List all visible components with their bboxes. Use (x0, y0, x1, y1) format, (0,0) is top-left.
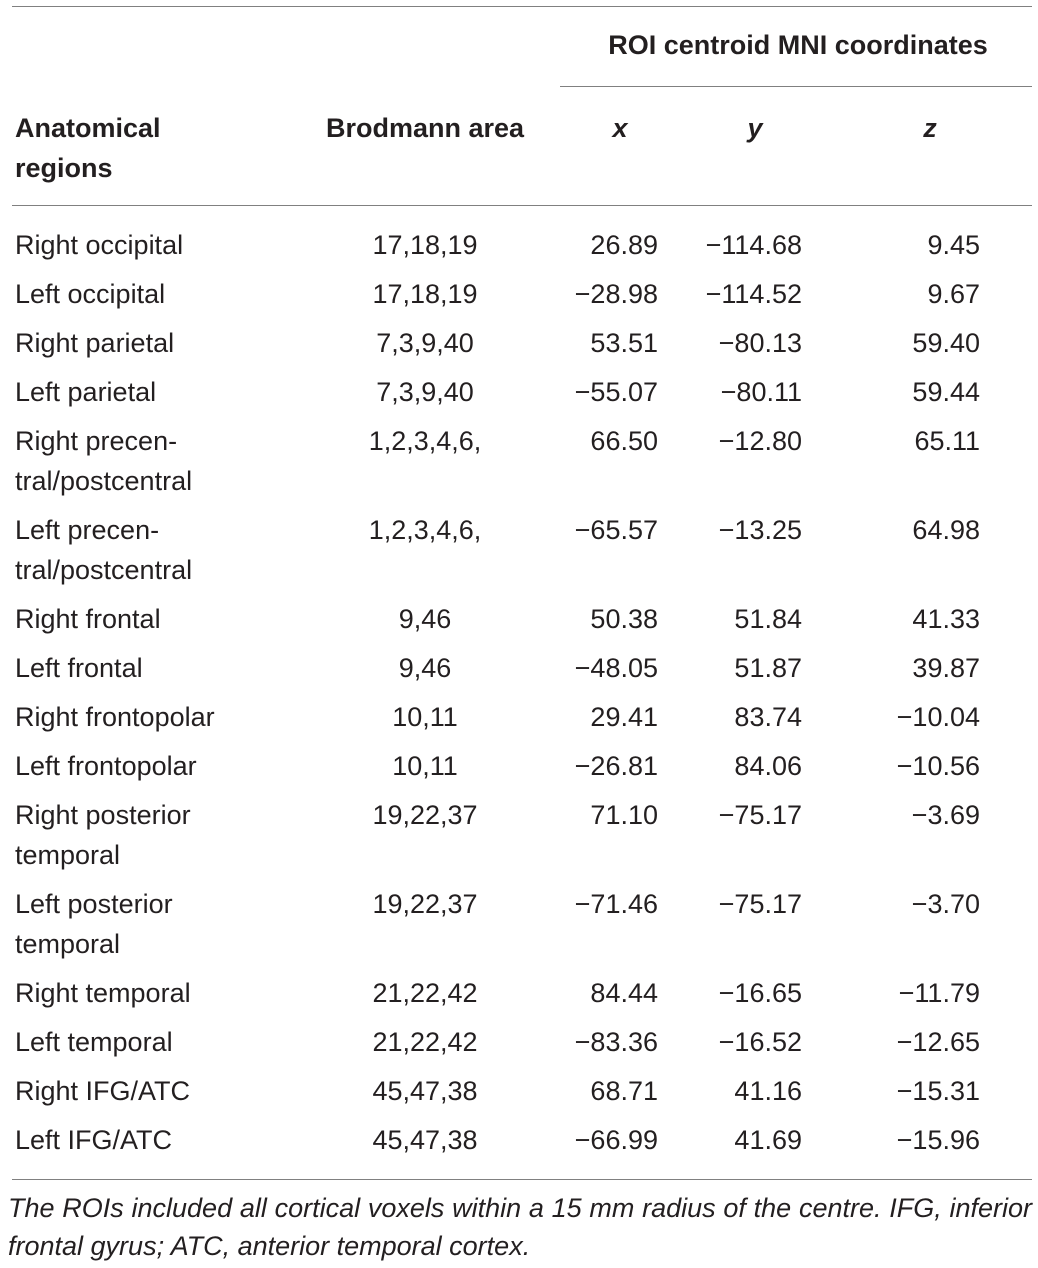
table-row-z: 65.11 (914, 426, 980, 456)
table-row-z: −10.04 (896, 702, 980, 732)
table-row-region: Left precen- (15, 515, 160, 545)
table-row-y: 51.87 (734, 653, 802, 683)
table-row-y: −75.17 (718, 800, 802, 830)
table-row-x: −65.57 (574, 515, 658, 545)
table-row-x: −26.81 (574, 751, 658, 781)
table-row-brodmann: 17,18,19 (372, 230, 478, 260)
table-row-z: −15.31 (896, 1076, 980, 1106)
table-row-x: 68.71 (590, 1076, 658, 1106)
table-row-x: 84.44 (590, 978, 658, 1008)
table-row-brodmann: 10,11 (392, 751, 458, 781)
col-header-region-line1: Anatomical (15, 113, 161, 143)
table-row-brodmann: 9,46 (398, 604, 452, 634)
table-row-region: Right temporal (15, 978, 191, 1008)
table-row-y: −16.52 (718, 1027, 802, 1057)
table-row-x: −48.05 (574, 653, 658, 683)
table-row-x: −28.98 (574, 279, 658, 309)
table-row-brodmann: 10,11 (392, 702, 458, 732)
table-row-region: Right occipital (15, 230, 184, 260)
table-row-y: −80.11 (720, 377, 802, 407)
table-row-brodmann: 21,22,42 (372, 978, 478, 1008)
table-row-y: −75.17 (718, 889, 802, 919)
table-row-y: 41.69 (734, 1125, 802, 1155)
header-bottom-rule (12, 205, 1032, 206)
table-row-y: −114.68 (705, 230, 802, 260)
table-row-brodmann: 45,47,38 (372, 1125, 478, 1155)
table-row-y: −12.80 (718, 426, 802, 456)
group-header-label: ROI centroid MNI coordinates (608, 30, 988, 60)
table-row-brodmann: 9,46 (398, 653, 452, 683)
table-row-z: −3.69 (911, 800, 980, 830)
table-row-x: 71.10 (590, 800, 658, 830)
top-rule (12, 6, 1032, 7)
table-row-y: −114.52 (705, 279, 802, 309)
table-row-z: −11.79 (898, 978, 980, 1008)
table-row-region: Right posterior (15, 800, 191, 830)
table-row-z: −10.56 (896, 751, 980, 781)
table-row-region-cont: temporal (15, 929, 121, 959)
table-row-brodmann: 7,3,9,40 (376, 328, 474, 358)
table-row-region-cont: tral/postcentral (15, 555, 193, 585)
table-row-region: Right precen- (15, 426, 178, 456)
table-row-region: Right IFG/ATC (15, 1076, 191, 1106)
table-row-z: 41.33 (912, 604, 980, 634)
table-row-region: Left IFG/ATC (15, 1125, 173, 1155)
table-row-y: −80.13 (718, 328, 802, 358)
col-header-x: x (612, 113, 628, 143)
table-row-x: −66.99 (574, 1125, 658, 1155)
table-row-z: 9.45 (927, 230, 980, 260)
table-row-z: 64.98 (912, 515, 980, 545)
table-row-brodmann: 7,3,9,40 (376, 377, 474, 407)
table-row-brodmann: 1,2,3,4,6, (368, 515, 482, 545)
table-row-region-cont: temporal (15, 840, 121, 870)
table-row-region-cont: tral/postcentral (15, 466, 193, 496)
table-row-brodmann: 1,2,3,4,6, (368, 426, 482, 456)
table-row-region: Left temporal (15, 1027, 173, 1057)
table-row-z: 59.40 (912, 328, 980, 358)
table-row-x: −83.36 (574, 1027, 658, 1057)
table-row-z: −3.70 (911, 889, 980, 919)
table-row-region: Left parietal (15, 377, 157, 407)
table-row-x: 66.50 (590, 426, 658, 456)
table-row-z: −12.65 (896, 1027, 980, 1057)
col-header-brodmann: Brodmann area (325, 113, 525, 143)
table-row-brodmann: 19,22,37 (372, 889, 478, 919)
table-row-brodmann: 17,18,19 (372, 279, 478, 309)
table-row-x: 50.38 (590, 604, 658, 634)
table-row-brodmann: 19,22,37 (372, 800, 478, 830)
table-row-region: Right frontal (15, 604, 161, 634)
table-row-region: Left occipital (15, 279, 166, 309)
table-row-z: 39.87 (912, 653, 980, 683)
table-row-y: 51.84 (734, 604, 802, 634)
table-row-region: Right frontopolar (15, 702, 215, 732)
table-row-brodmann: 45,47,38 (372, 1076, 478, 1106)
table-row-y: −13.25 (718, 515, 802, 545)
table-row-y: −16.65 (718, 978, 802, 1008)
table-row-region: Left frontopolar (15, 751, 197, 781)
group-header-rule (560, 86, 1032, 87)
table-row-region: Right parietal (15, 328, 175, 358)
table-row-x: −55.07 (574, 377, 658, 407)
table-row-region: Left frontal (15, 653, 143, 683)
table-row-y: 83.74 (734, 702, 802, 732)
table-footnote: The ROIs included all cortical voxels within a 15 mm radius of the centre. IFG, inferior frontal gyrus; ATC, anterior temporal cortex. (8, 1193, 1032, 1261)
table-row-z: 59.44 (912, 377, 980, 407)
table-row-x: 29.41 (590, 702, 658, 732)
table-row-brodmann: 21,22,42 (372, 1027, 478, 1057)
table-row-y: 41.16 (734, 1076, 802, 1106)
table-row-z: −15.96 (896, 1125, 980, 1155)
col-header-region-line2: regions (15, 153, 113, 183)
table-row-y: 84.06 (734, 751, 802, 781)
table-row-x: 26.89 (590, 230, 658, 260)
col-header-y: y (747, 113, 763, 143)
col-header-z: z (923, 113, 937, 143)
table-row-z: 9.67 (927, 279, 980, 309)
table-row-x: 53.51 (590, 328, 658, 358)
table-row-x: −71.46 (574, 889, 658, 919)
table-bottom-rule (12, 1179, 1032, 1180)
table-row-region: Left posterior (15, 889, 173, 919)
